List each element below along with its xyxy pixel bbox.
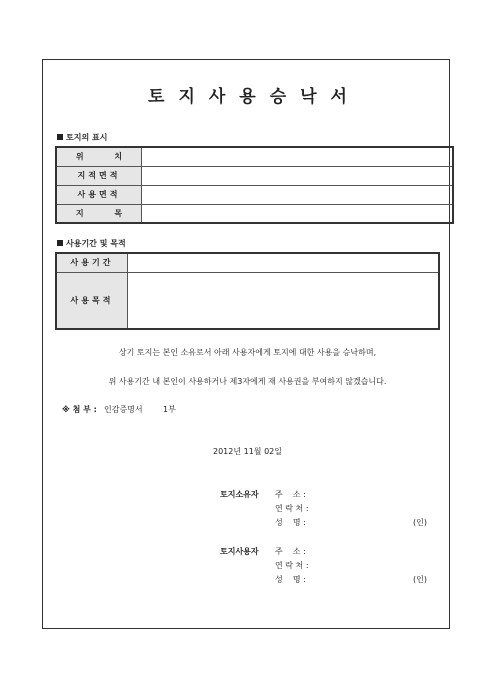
land-info-table — [55, 146, 454, 224]
label-use-area: 사용면적 — [56, 185, 142, 204]
label-land-category: 지 목 — [56, 204, 142, 223]
attachment-label: ※ 첨 부 : — [62, 405, 97, 414]
label-use-purpose: 사용목적 — [56, 272, 128, 329]
location-field[interactable] — [142, 147, 454, 166]
user-address-label: 주 소 : — [275, 547, 306, 556]
table-row — [56, 185, 453, 204]
attachment-item: 인감증명서 — [104, 405, 143, 414]
table-row — [56, 204, 453, 223]
owner-seal: (인) — [413, 518, 427, 527]
square-bullet-icon — [57, 240, 63, 246]
user-label: 토지사용자 — [220, 547, 259, 556]
document-title: 토지사용승낙서 — [148, 87, 361, 107]
use-purpose-field[interactable] — [128, 272, 440, 329]
owner-contact-label: 연 락 처 : — [275, 504, 309, 513]
document-frame — [42, 59, 450, 629]
table-row — [56, 253, 439, 272]
label-location: 위 치 — [56, 147, 142, 166]
square-bullet-icon — [57, 134, 63, 140]
user-contact-label: 연 락 처 : — [275, 561, 309, 570]
section-period-label: 사용기간 및 목적 — [66, 239, 126, 248]
section-period-heading — [57, 238, 126, 249]
label-use-period: 사용기간 — [56, 253, 128, 272]
attachment-count: 1부 — [163, 405, 176, 414]
consent-statement-1: 상기 토지는 본인 소유로서 아래 사용자에게 토지에 대한 사용을 승낙하며, — [118, 348, 377, 357]
table-row — [56, 166, 453, 185]
owner-name-label: 성 명 : — [275, 518, 306, 527]
use-period-field[interactable] — [128, 253, 440, 272]
user-seal: (인) — [413, 575, 427, 584]
label-registered-area: 지적면적 — [56, 166, 142, 185]
section-land-info-heading — [57, 132, 107, 143]
consent-statement-2: 위 사용기간 내 본인이 사용하거나 제3자에게 재 사용권을 부여하지 않겠습니다. — [108, 377, 387, 386]
land-category-field[interactable] — [142, 204, 454, 223]
document-date: 2012년 11월 02일 — [213, 447, 282, 456]
registered-area-field[interactable] — [142, 166, 454, 185]
section-land-info-label: 토지의 표시 — [66, 133, 108, 142]
use-area-field[interactable] — [142, 185, 454, 204]
owner-address-label: 주 소 : — [275, 490, 306, 499]
table-row — [56, 272, 439, 329]
owner-label: 토지소유자 — [220, 490, 259, 499]
table-row — [56, 147, 453, 166]
user-name-label: 성 명 : — [275, 575, 306, 584]
period-purpose-table — [55, 252, 440, 330]
